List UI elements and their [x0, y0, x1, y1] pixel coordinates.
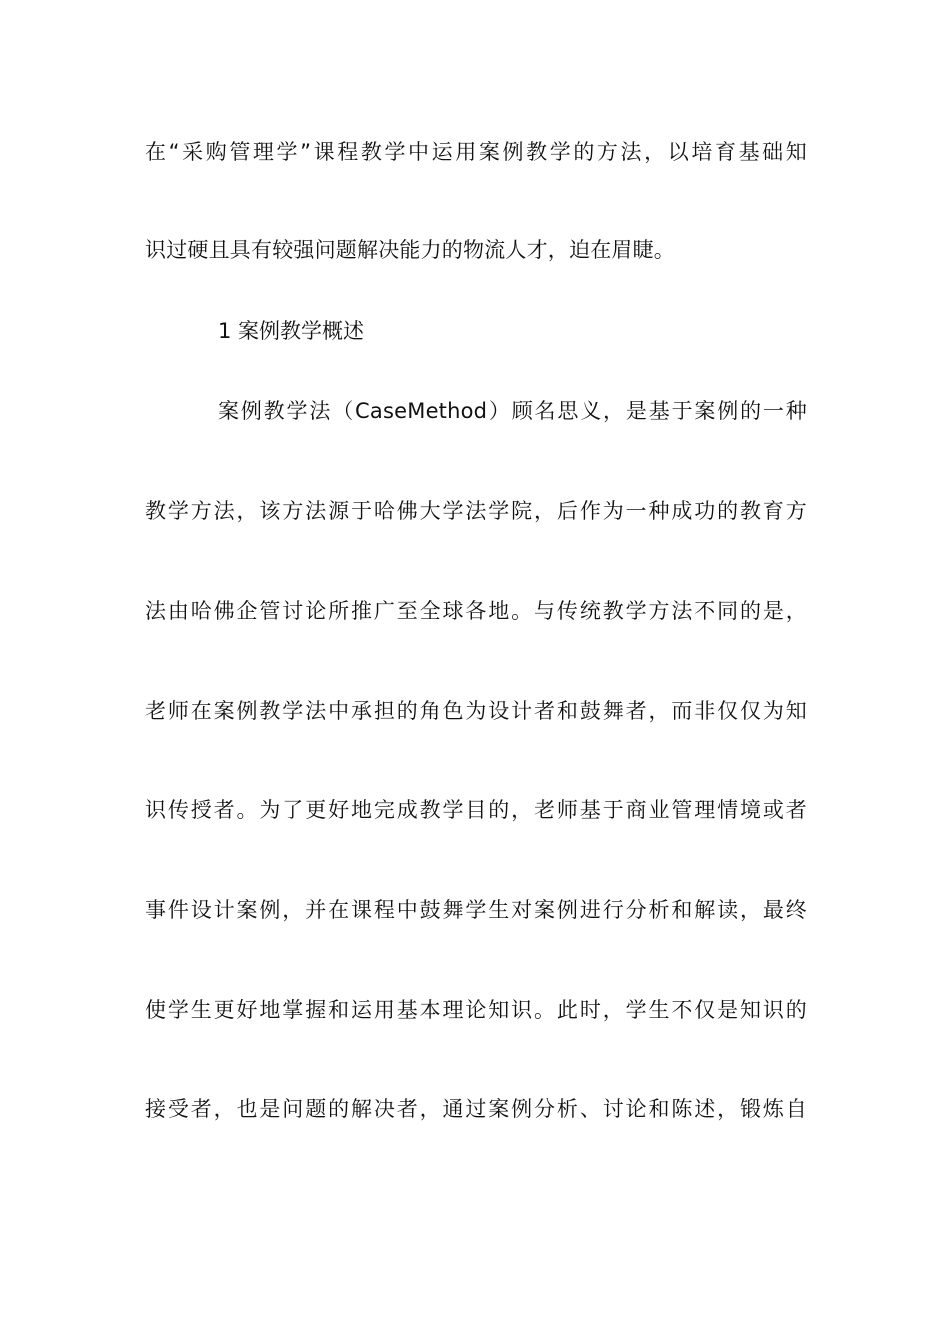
- paragraph-line: 法由哈佛企管讨论所推广至全球各地。与传统教学方法不同的是，: [145, 599, 807, 623]
- paragraph-line: 使学生更好地掌握和运用基本理论知识。此时，学生不仅是知识的: [145, 998, 807, 1022]
- paragraph-line: 老师在案例教学法中承担的角色为设计者和鼓舞者，而非仅仅为知: [145, 699, 807, 723]
- paragraph-line: 在“采购管理学”课程教学中运用案例教学的方法，以培育基础知: [145, 140, 807, 164]
- paragraph-line: 识传授者。为了更好地完成教学目的，老师基于商业管理情境或者: [145, 798, 807, 822]
- section-heading: 1 案例教学概述: [218, 319, 365, 343]
- paragraph-line: 案例教学法（CaseMethod）顾名思义，是基于案例的一种: [218, 399, 807, 423]
- paragraph-line: 识过硬且具有较强问题解决能力的物流人才，迫在眉睫。: [145, 238, 675, 262]
- paragraph-line: 事件设计案例，并在课程中鼓舞学生对案例进行分析和解读，最终: [145, 898, 807, 922]
- paragraph-line: 接受者，也是问题的解决者，通过案例分析、讨论和陈述，锻炼自: [145, 1097, 807, 1121]
- paragraph-line: 教学方法，该方法源于哈佛大学法学院，后作为一种成功的教育方: [145, 499, 807, 523]
